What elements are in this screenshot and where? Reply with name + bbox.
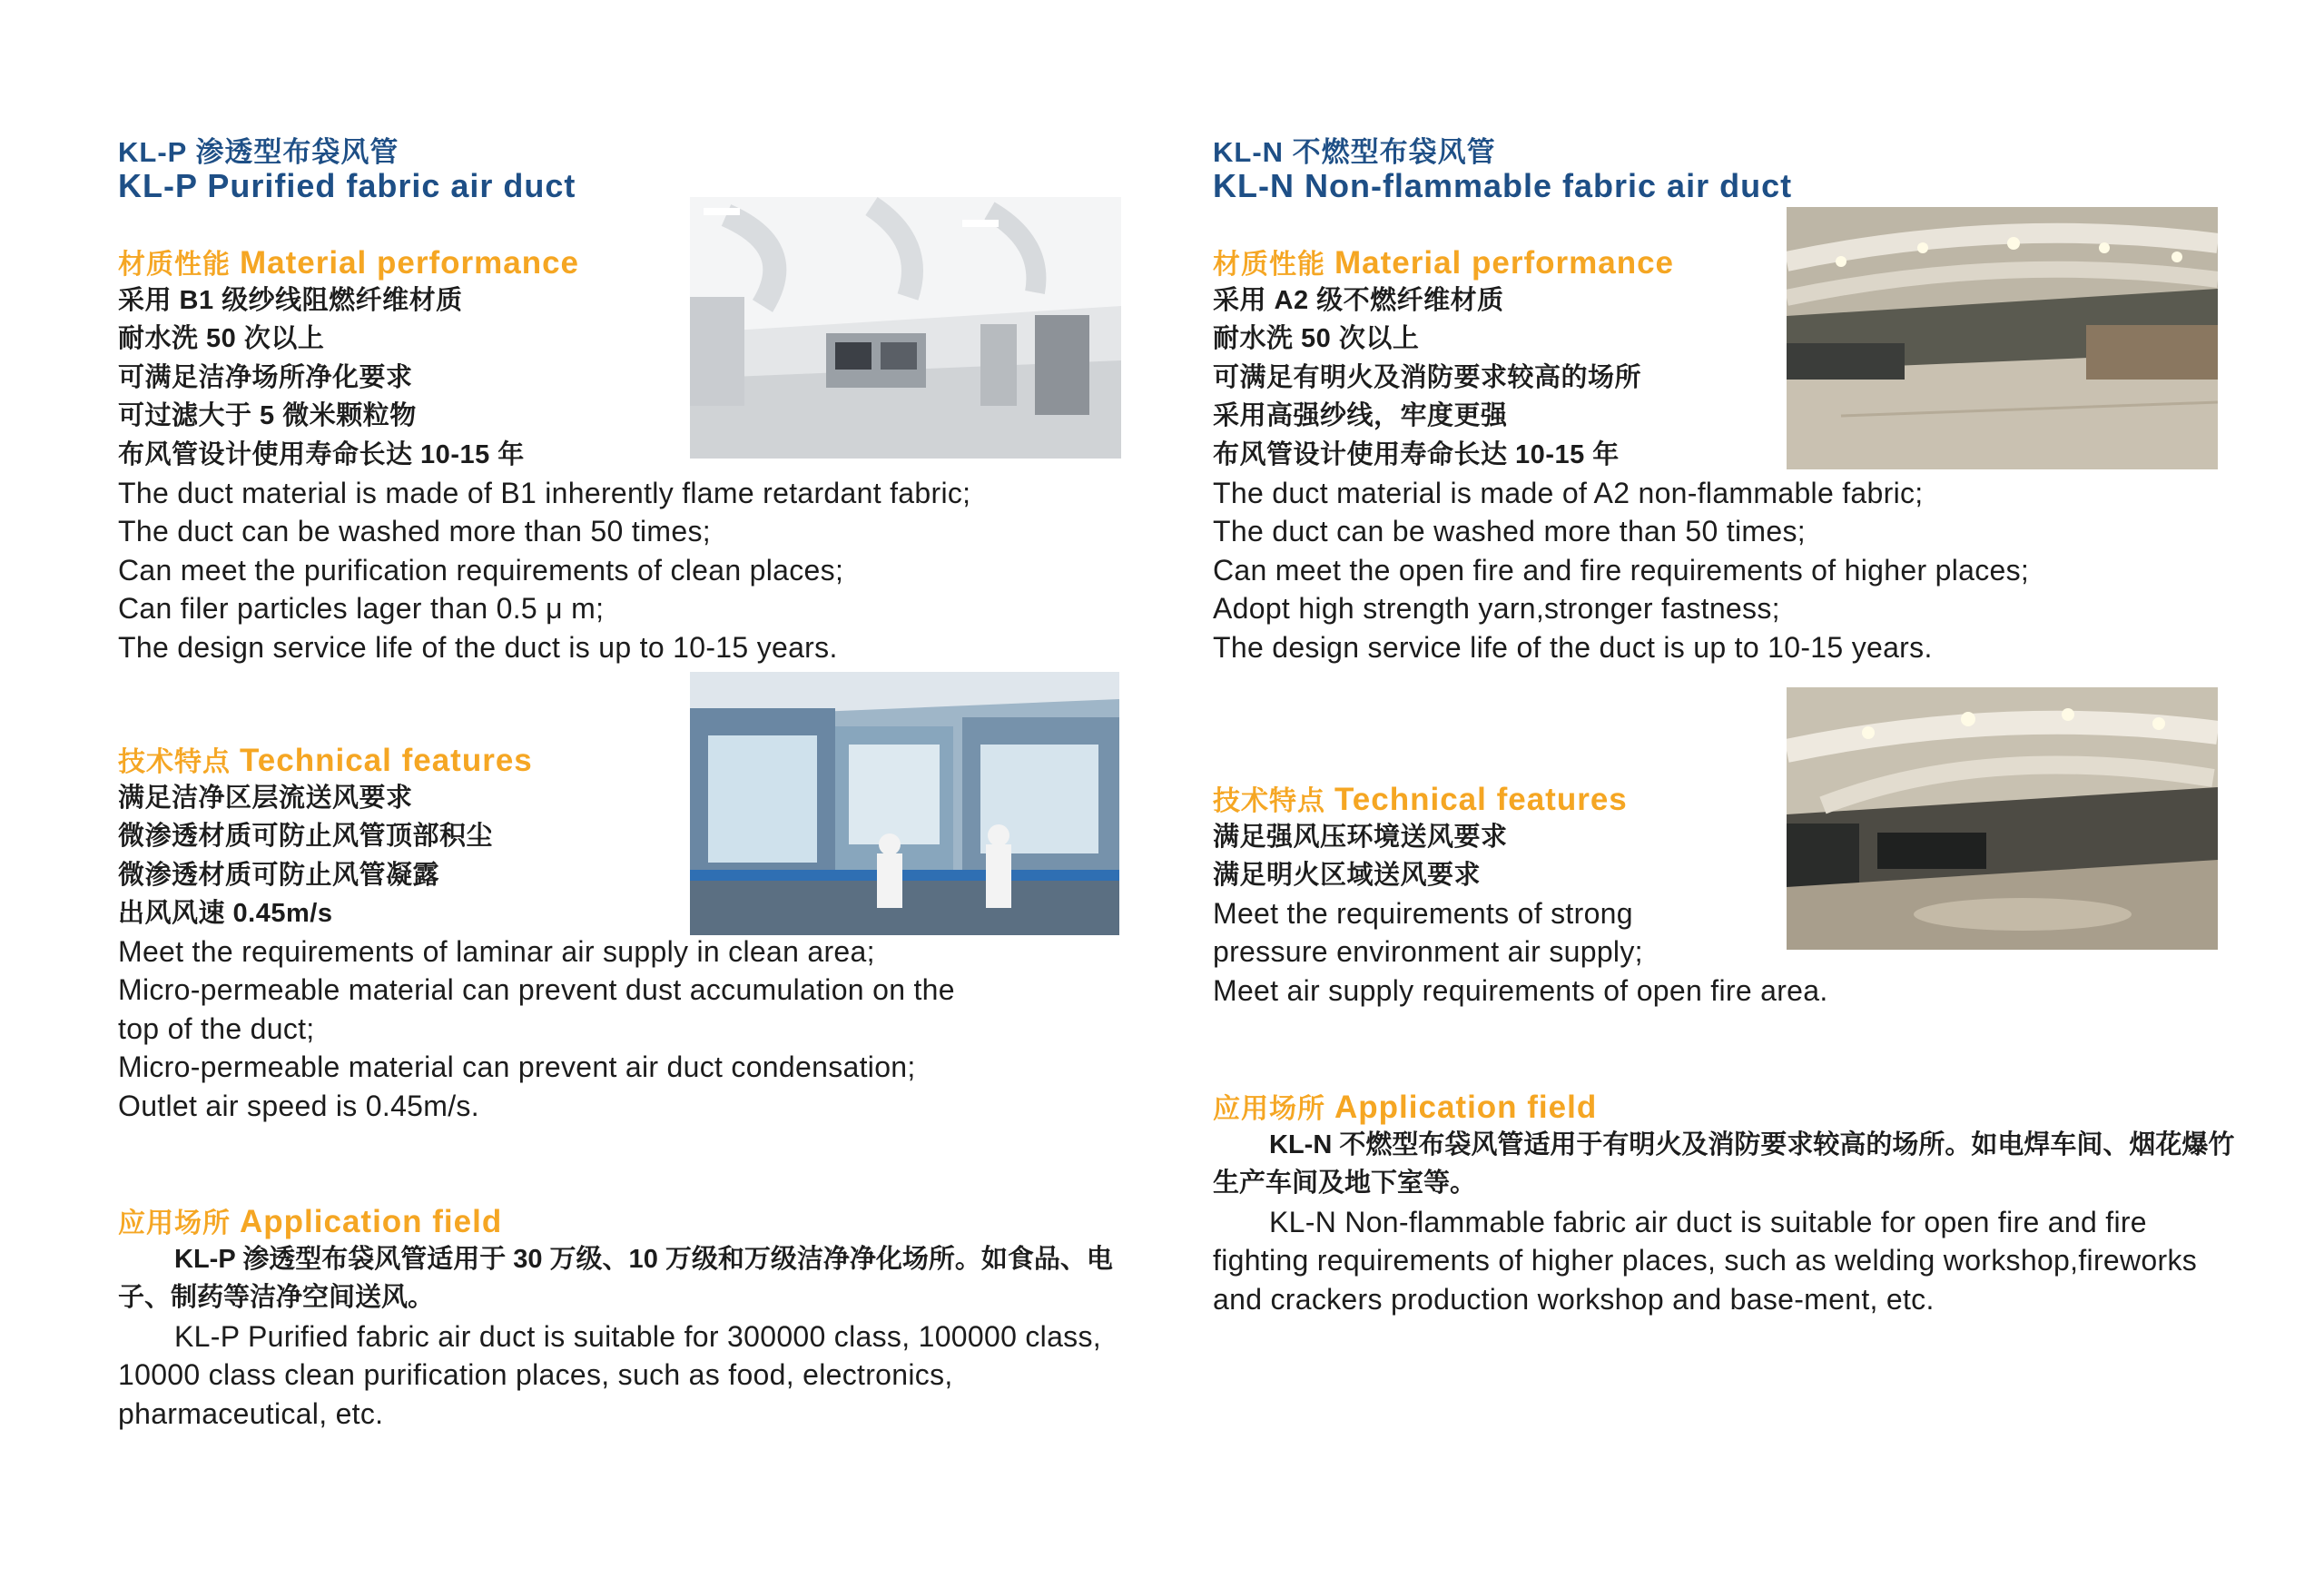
left-technical-heading-zh: 技术特点 bbox=[118, 747, 231, 777]
list-item: Micro-permeable material can prevent dust accumulation on the bbox=[118, 973, 955, 1007]
list-item: The duct can be washed more than 50 times; bbox=[1213, 515, 1806, 548]
right-application-heading-zh: 应用场所 bbox=[1213, 1094, 1325, 1124]
right-technical-heading-zh: 技术特点 bbox=[1213, 786, 1325, 816]
list-item: 采用高强纱线，牢度更强 bbox=[1213, 401, 1508, 431]
left-material-en-list bbox=[118, 474, 970, 666]
left-application-paragraph-zh: KL-P 渗透型布袋风管适用于 30 万级、10 万级和万级洁净净化场所。如食品、电子、制药等洁净空间送风。 bbox=[118, 1245, 1113, 1313]
left-technical-en-list bbox=[118, 932, 955, 1125]
right-technical-en-list bbox=[1213, 894, 1828, 1010]
left-material-heading bbox=[118, 242, 579, 281]
list-item: The duct material is made of A2 non-flammable fabric; bbox=[1213, 477, 1924, 509]
left-application-heading-zh: 应用场所 bbox=[118, 1208, 231, 1238]
list-item: The duct material is made of B1 inherently flame retardant fabric; bbox=[118, 477, 971, 509]
left-material-zh-list bbox=[118, 281, 525, 474]
list-item: Adopt high strength yarn,stronger fastness; bbox=[1213, 592, 1780, 626]
right-technical-heading bbox=[1213, 778, 1628, 818]
list-item: 采用 B1 级纱线阻燃纤维材质 bbox=[118, 286, 463, 315]
list-item: 可过滤大于 5 微米颗粒物 bbox=[118, 401, 417, 431]
right-application-heading-en: Application field bbox=[1334, 1090, 1598, 1125]
left-title-zh: KL-P 渗透型布袋风管 bbox=[118, 136, 399, 168]
right-application-paragraph-zh: KL-N 不燃型布袋风管适用于有明火及消防要求较高的场所。如电焊车间、烟花爆竹生产车间及地下室等。 bbox=[1213, 1130, 2235, 1198]
right-technical-heading-en: Technical features bbox=[1334, 782, 1628, 817]
list-item: top of the duct; bbox=[118, 1011, 315, 1045]
list-item: 布风管设计使用寿命长达 10-15 年 bbox=[118, 439, 525, 469]
right-application-paragraph-en: KL-N Non-flammable fabric air duct is suitable for open fire and fire fighting requirements of higher places, such as welding workshop,fireworks and crackers production workshop and base-ment, etc. bbox=[1213, 1206, 2198, 1316]
list-item: 满足强风压环境送风要求 bbox=[1213, 823, 1508, 852]
list-item: pressure environment air supply; bbox=[1213, 935, 1643, 969]
left-title-en: KL-P Purified fabric air duct bbox=[118, 167, 576, 204]
left-material-heading-zh: 材质性能 bbox=[118, 250, 231, 280]
photo-clean-room-office bbox=[690, 197, 1121, 459]
list-item: Can filer particles lager than 0.5 μ m; bbox=[118, 592, 605, 626]
left-material-heading-en: Material performance bbox=[240, 245, 580, 281]
list-item: Outlet air speed is 0.45m/s. bbox=[118, 1089, 479, 1122]
right-material-heading-en: Material performance bbox=[1334, 245, 1675, 281]
list-item: 满足明火区域送风要求 bbox=[1213, 861, 1482, 891]
list-item: The design service life of the duct is up to 10-15 years. bbox=[118, 630, 838, 664]
right-application-heading bbox=[1213, 1086, 1597, 1126]
list-item: 微渗透材质可防止风管凝露 bbox=[118, 860, 440, 890]
list-item: 采用 A2 级不燃纤维材质 bbox=[1213, 286, 1504, 315]
left-technical-heading bbox=[118, 739, 533, 779]
left-application-heading bbox=[118, 1200, 502, 1240]
list-item: 耐水洗 50 次以上 bbox=[1213, 324, 1420, 354]
photo-laboratory bbox=[690, 672, 1119, 935]
list-item: Meet air supply requirements of open fire area. bbox=[1213, 973, 1828, 1007]
list-item: 出风风速 0.45m/s bbox=[118, 899, 333, 929]
right-material-zh-list bbox=[1213, 281, 1641, 474]
list-item: 布风管设计使用寿命长达 10-15 年 bbox=[1213, 439, 1620, 469]
list-item: 耐水洗 50 次以上 bbox=[118, 324, 325, 354]
right-material-heading-zh: 材质性能 bbox=[1213, 250, 1325, 280]
list-item: Micro-permeable material can prevent air duct condensation; bbox=[118, 1050, 916, 1084]
right-material-en-list bbox=[1213, 474, 2029, 666]
list-item: The duct can be washed more than 50 times; bbox=[118, 515, 711, 548]
right-material-heading bbox=[1213, 242, 1674, 281]
list-item: 可满足有明火及消防要求较高的场所 bbox=[1213, 362, 1642, 392]
list-item: Can meet the open fire and fire requirements of higher places; bbox=[1213, 553, 2030, 587]
list-item: 微渗透材质可防止风管顶部积尘 bbox=[118, 822, 494, 852]
left-technical-heading-en: Technical features bbox=[240, 743, 533, 778]
left-application-heading-en: Application field bbox=[240, 1204, 503, 1239]
list-item: 满足洁净区层流送风要求 bbox=[118, 784, 413, 813]
photo-indoor-hall bbox=[1787, 687, 2218, 950]
left-application-paragraph-en: KL-P Purified fabric air duct is suitable for 300000 class, 100000 class, 10000 class clean purification places, such as food, electronics, pharmaceutical, etc. bbox=[118, 1320, 1101, 1430]
right-title-en: KL-N Non-flammable fabric air duct bbox=[1213, 167, 1793, 204]
left-technical-zh-list bbox=[118, 779, 493, 933]
right-technical-zh-list bbox=[1213, 818, 1508, 895]
list-item: Meet the requirements of laminar air supply in clean area; bbox=[118, 935, 875, 968]
list-item: The design service life of the duct is up to 10-15 years. bbox=[1213, 630, 1933, 664]
photo-sports-hall bbox=[1787, 207, 2218, 469]
list-item: Can meet the purification requirements of clean places; bbox=[118, 553, 844, 587]
list-item: Meet the requirements of strong bbox=[1213, 897, 1633, 930]
right-title-zh: KL-N 不燃型布袋风管 bbox=[1213, 136, 1496, 168]
list-item: 可满足洁净场所净化要求 bbox=[118, 362, 413, 392]
